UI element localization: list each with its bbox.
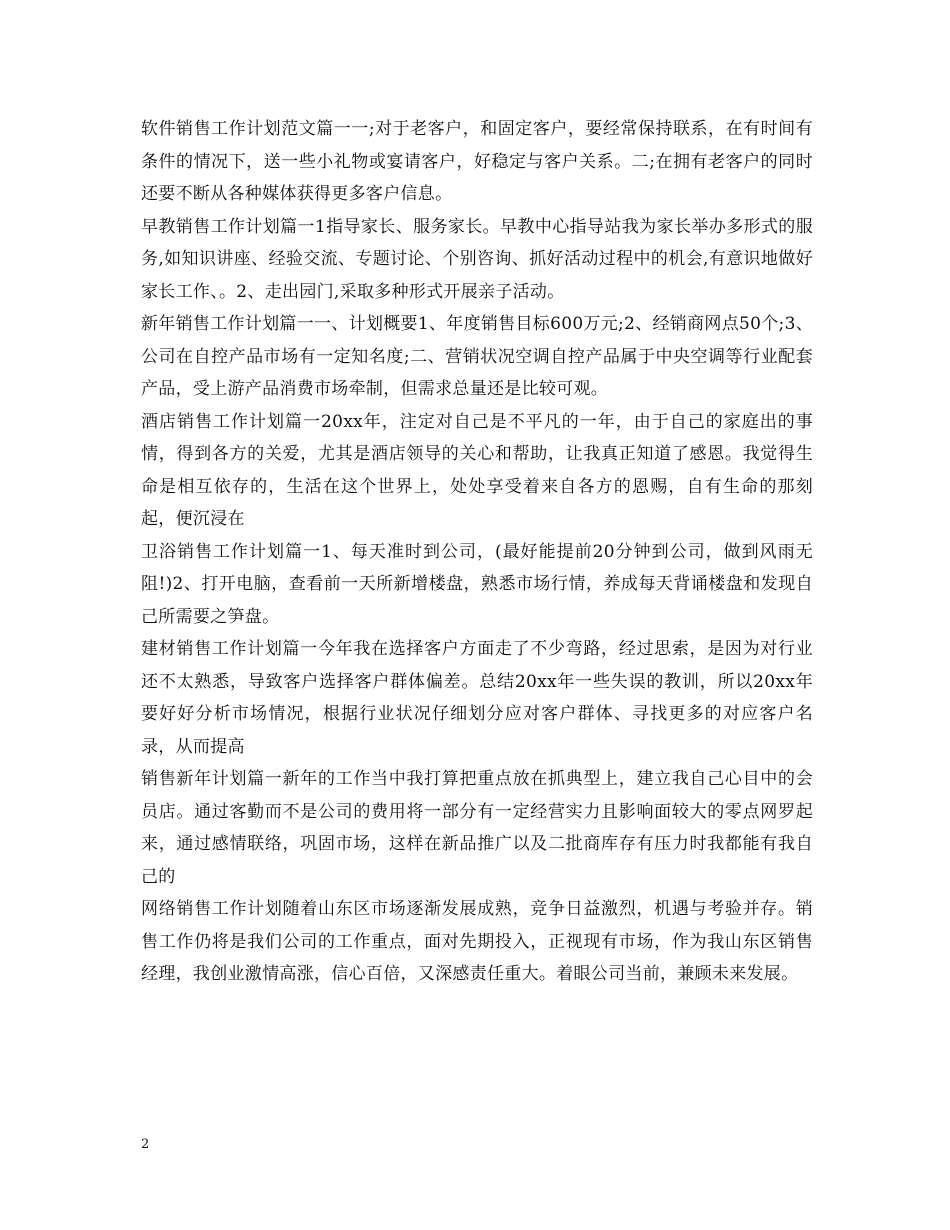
paragraph-building-materials-sales: 建材销售工作计划篇一今年我在选择客户方面走了不少弯路，经过思索，是因为对行业还不太熟悉，导致客户选择客户群体偏差。总结20xx年一些失误的教训，所以20xx年要好好分析市场情况，根据行业状况仔细划分应对客户群体、寻找更多的对应客户名录，从而提高 (141, 639, 813, 757)
paragraph-software-sales: 软件销售工作计划范文篇一一;对于老客户，和固定客户，要经常保持联系，在有时间有条件的情况下，送一些小礼物或宴请客户，好稳定与客户关系。二;在拥有老客户的同时还要不断从各种媒体获得更多客户信息。 (141, 119, 813, 204)
paragraph-sales-new-year-plan: 销售新年计划篇一新年的工作当中我打算把重点放在抓典型上，建立我自己心目中的会员店。通过客勤而不是公司的费用将一部分有一定经营实力且影响面较大的零点网罗起来，通过感情联络，巩固市场，这样在新品推广以及二批商库存有压力时我都能有我自己的 (141, 769, 813, 887)
paragraph-online-sales: 网络销售工作计划随着山东区市场逐渐发展成熟，竞争日益激烈，机遇与考验并存。销售工作仍将是我们公司的工作重点，面对先期投入，正视现有市场，作为我山东区销售经理，我创业激情高涨，信心百倍，又深感责任重大。着眼公司当前，兼顾未来发展。 (141, 899, 813, 984)
document-body (141, 113, 813, 991)
paragraph-early-education-sales: 早教销售工作计划篇一1指导家长、服务家长。早教中心指导站我为家长举办多形式的服务,如知识讲座、经验交流、专题讨论、个别咨询、抓好活动过程中的机会,有意识地做好家长工作、。2、走出园门,采取多种形式开展亲子活动。 (141, 216, 813, 302)
paragraph-hotel-sales: 酒店销售工作计划篇一20xx年，注定对自己是不平凡的一年，由于自己的家庭出的事情，得到各方的关爱，尤其是酒店领导的关心和帮助，让我真正知道了感恩。我觉得生命是相互依存的，生活在这个世界上，处处享受着来自各方的恩赐，自有生命的那刻起，便沉浸在 (141, 411, 813, 529)
paragraph-bathroom-sales: 卫浴销售工作计划篇一1、每天准时到公司，(最好能提前20分钟到公司，做到风雨无阻!)2、打开电脑，查看前一天所新增楼盘，熟悉市场行情，养成每天背诵楼盘和发现自己所需要之笋盘。 (141, 541, 813, 627)
paragraph-new-year-sales: 新年销售工作计划篇一一、计划概要1、年度销售目标600万元;2、经销商网点50个;3、公司在自控产品市场有一定知名度;二、营销状况空调自控产品属于中央空调等行业配套产品，受上游产品消费市场牵制，但需求总量还是比较可观。 (141, 314, 813, 399)
page-number: 2 (141, 1137, 150, 1152)
